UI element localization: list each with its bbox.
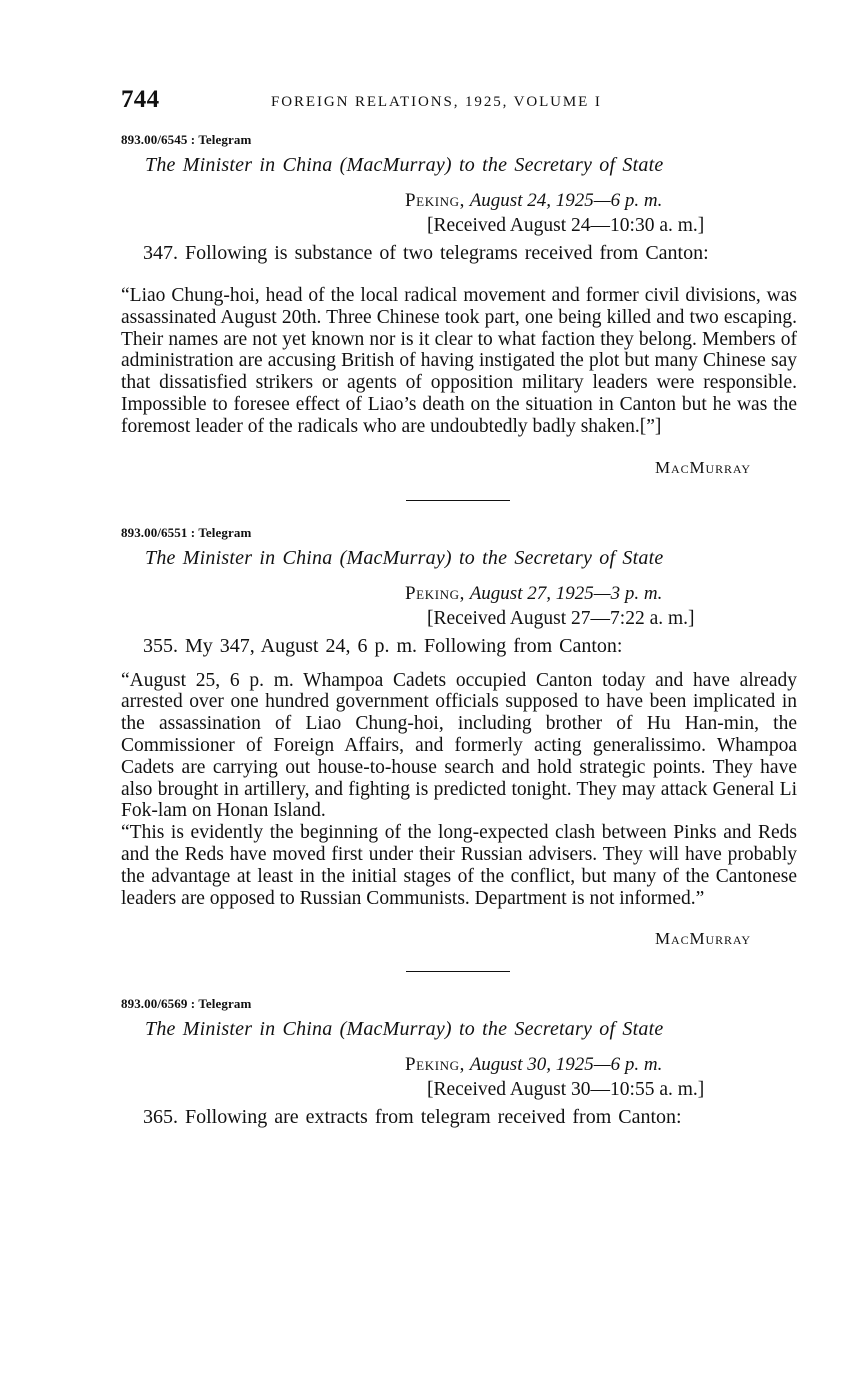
received-note: [Received August 24—10:30 a. m.] <box>427 215 705 236</box>
quoted-text <box>121 285 797 438</box>
dateline-date: August 30, 1925—6 p. m. <box>469 1054 663 1076</box>
file-reference: 893.00/6545 : Telegram <box>121 132 252 147</box>
telegram-section <box>121 525 797 973</box>
dateline-date: August 24, 1925—6 p. m. <box>469 190 663 211</box>
dateline-place: Peking, <box>405 582 465 604</box>
opening-paragraph: 355. My 347, August 24, 6 p. m. Following from Canton: <box>143 634 623 657</box>
dateline <box>405 1053 797 1077</box>
file-reference: 893.00/6551 : Telegram <box>121 524 252 540</box>
signature: MacMurray <box>655 457 751 477</box>
telegram-section <box>121 132 797 501</box>
dateline-place: Peking, <box>405 1054 465 1076</box>
received-note: [Received August 30—10:55 a. m.] <box>427 1079 705 1101</box>
document-page <box>121 82 797 1129</box>
file-reference: 893.00/6569 : Telegram <box>121 996 252 1012</box>
opening-paragraph: 365. Following are extracts from telegram received from Canton: <box>143 1106 682 1129</box>
page-number: 744 <box>121 86 160 113</box>
received-note: [Received August 27—7:22 a. m.] <box>427 607 695 629</box>
telegram-section <box>121 996 797 1129</box>
dateline <box>405 189 797 213</box>
document-title: The Minister in China (MacMurray) to the Secretary of State <box>145 546 664 569</box>
signature: MacMurray <box>655 929 751 949</box>
running-header <box>121 82 797 122</box>
dateline-date: August 27, 1925—3 p. m. <box>469 582 663 604</box>
quote-paragraph: “This is evidently the beginning of the long-expected clash between Pinks and Reds and the Reds have moved first under their Russian advisers. They will have probably the advantage at least in the initial stages of the conflict, but many of the Cantonese leaders are opposed to Russian Communists. Department is not informed.” <box>121 822 797 909</box>
quote-paragraph: “August 25, 6 p. m. Whampoa Cadets occupied Canton today and have already arrested over one hundred government officials supposed to have been implicated in the assassination of Liao Chung-hoi, including brother of Hu Han-min, the Commissioner of Foreign Affairs, and formerly acting generalissimo. Whampoa Cadets are carrying out house-to-house search and hold strategic points. They have also brought in artillery, and fighting is predicted tonight. They may attack General Li Fok-lam on Honan Island. <box>121 669 797 822</box>
document-title: The Minister in China (MacMurray) to the Secretary of State <box>145 154 664 176</box>
spacer <box>121 501 797 515</box>
opening-paragraph: 347. Following is substance of two telegrams received from Canton: <box>143 242 709 264</box>
running-title: FOREIGN RELATIONS, 1925, VOLUME I <box>271 94 602 110</box>
document-title: The Minister in China (MacMurray) to the Secretary of State <box>145 1018 664 1041</box>
dateline <box>405 582 797 606</box>
spacer <box>121 972 797 986</box>
quote-paragraph: “Liao Chung-hoi, head of the local radical movement and former civil divisions, was assassinated August 20th. Three Chinese took part, one being killed and two escaping. Their names are not yet known nor is it clear to what faction they belong. Members of administration are accusing British of having instigated the plot but many Chinese say that dissatisfied strikers or agents of opposition military leaders were responsible. Impossible to foresee effect of Liao’s death on the situation in Canton but he was the foremost leader of the radicals who are undoubtedly badly shaken.[”] <box>121 285 797 437</box>
quoted-text <box>121 670 797 910</box>
dateline-place: Peking, <box>405 190 465 211</box>
